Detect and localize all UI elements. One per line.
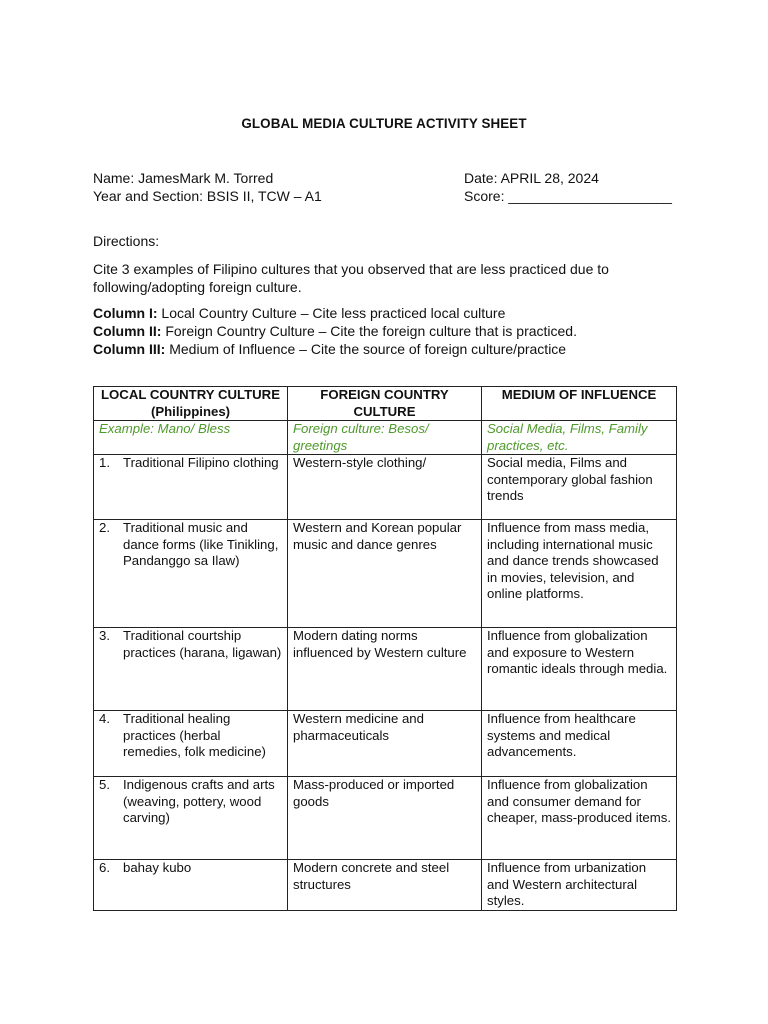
student-name: Name: JamesMark M. Torred	[93, 170, 274, 186]
local-culture: bahay kubo	[123, 860, 192, 875]
year-section: Year and Section: BSIS II, TCW – A1	[93, 188, 322, 204]
table-row	[94, 520, 677, 628]
column-label: Column III:	[93, 341, 166, 357]
header-medium: MEDIUM OF INFLUENCE	[482, 387, 677, 421]
medium-of-influence: Influence from globalization and consumer demand for cheaper, mass-produced items.	[482, 777, 677, 860]
row-number: 4.	[99, 711, 110, 726]
header-local: LOCAL COUNTRY CULTURE (Philippines)	[94, 387, 288, 421]
column-label: Column I:	[93, 305, 158, 321]
date: Date: APRIL 28, 2024	[464, 170, 599, 186]
row-number: 6.	[99, 860, 110, 875]
local-culture-cell	[94, 711, 288, 777]
local-culture: Traditional Filipino clothing	[123, 455, 279, 470]
row-number: 3.	[99, 628, 110, 643]
example-row	[94, 421, 677, 455]
example-medium: Social Media, Films, Family practices, etc.	[482, 421, 677, 455]
column-label: Column II:	[93, 323, 162, 339]
table-row	[94, 628, 677, 711]
row-number: 1.	[99, 455, 110, 470]
column-description-2	[93, 323, 577, 339]
row-number: 5.	[99, 777, 110, 792]
local-culture-cell	[94, 520, 288, 628]
local-culture: Traditional music and dance forms (like Tinikling, Pandanggo sa Ilaw)	[123, 520, 279, 568]
column-description-3	[93, 341, 566, 357]
column-description-1	[93, 305, 505, 321]
example-local: Example: Mano/ Bless	[94, 421, 288, 455]
row-number: 2.	[99, 520, 110, 535]
medium-of-influence: Influence from mass media, including international music and dance trends showcased in movies, television, and online platforms.	[482, 520, 677, 628]
local-culture-cell	[94, 455, 288, 520]
local-culture: Traditional healing practices (herbal remedies, folk medicine)	[123, 711, 266, 759]
medium-of-influence: Influence from healthcare systems and medical advancements.	[482, 711, 677, 777]
foreign-culture: Western medicine and pharmaceuticals	[288, 711, 482, 777]
page-title: GLOBAL MEDIA CULTURE ACTIVITY SHEET	[241, 116, 527, 131]
foreign-culture: Western and Korean popular music and dance genres	[288, 520, 482, 628]
example-foreign: Foreign culture: Besos/ greetings	[288, 421, 482, 455]
medium-of-influence: Influence from urbanization and Western architectural styles.	[482, 860, 677, 911]
local-culture: Traditional courtship practices (harana, ligawan)	[123, 628, 282, 660]
local-culture-cell	[94, 777, 288, 860]
column-text: Medium of Influence – Cite the source of foreign culture/practice	[165, 341, 567, 357]
medium-of-influence: Influence from globalization and exposure to Western romantic ideals through media.	[482, 628, 677, 711]
foreign-culture: Western-style clothing/	[288, 455, 482, 520]
table-row	[94, 777, 677, 860]
column-text: Foreign Country Culture – Cite the foreign culture that is practiced.	[161, 323, 577, 339]
header-foreign: FOREIGN COUNTRY CULTURE	[288, 387, 482, 421]
local-culture-cell	[94, 860, 288, 911]
local-culture-cell	[94, 628, 288, 711]
table-row	[94, 455, 677, 520]
column-text: Local Country Culture – Cite less practiced local culture	[157, 305, 506, 321]
local-culture: Indigenous crafts and arts (weaving, pottery, wood carving)	[123, 777, 275, 825]
table-header-row	[94, 387, 677, 421]
score: Score: _____________________	[464, 188, 672, 204]
table-row	[94, 860, 677, 911]
medium-of-influence: Social media, Films and contemporary global fashion trends	[482, 455, 677, 520]
foreign-culture: Mass-produced or imported goods	[288, 777, 482, 860]
directions-label: Directions:	[93, 233, 160, 249]
culture-table	[93, 386, 677, 911]
table-row	[94, 711, 677, 777]
instruction-text: Cite 3 examples of Filipino cultures that you observed that are less practiced due to following/adopting foreign culture.	[93, 261, 609, 295]
foreign-culture: Modern dating norms influenced by Western culture	[288, 628, 482, 711]
foreign-culture: Modern concrete and steel structures	[288, 860, 482, 911]
